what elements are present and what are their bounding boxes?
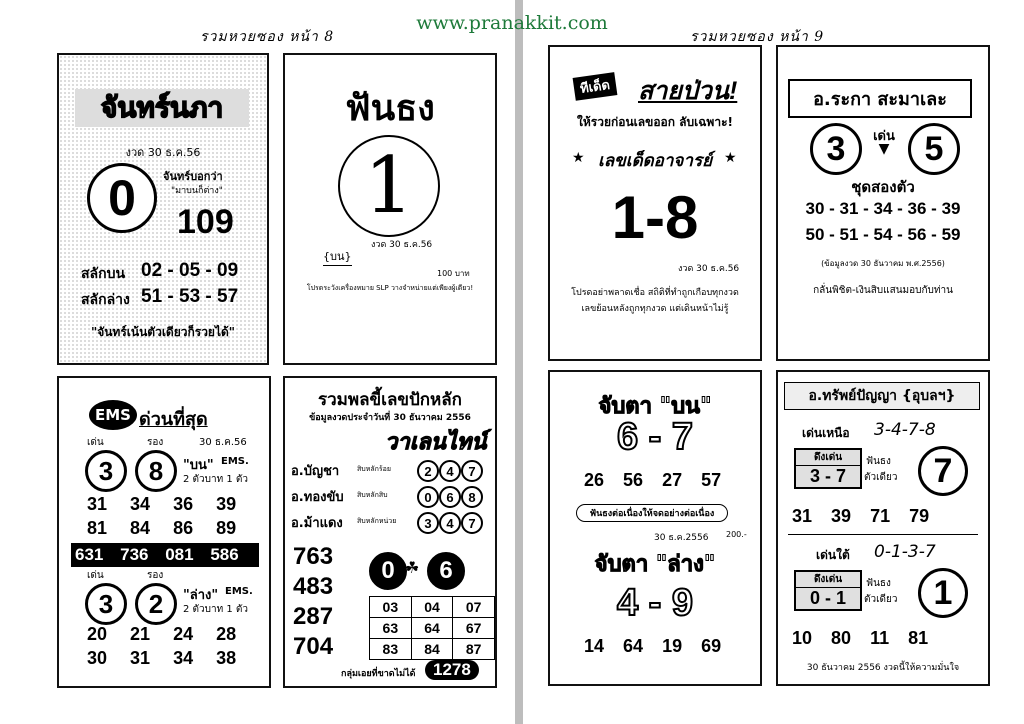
ems-badge: EMS bbox=[89, 400, 137, 430]
draw-date: งวด 30 ธ.ค.56 bbox=[125, 146, 201, 159]
star-left-icon: ★ bbox=[572, 150, 585, 166]
bon-label: "บน" bbox=[183, 458, 214, 473]
bot-digit-2: 2 bbox=[135, 583, 177, 625]
person-name: อ.ม้าแดง bbox=[291, 516, 343, 531]
top-row-1: 31 34 36 39 bbox=[87, 494, 237, 514]
main-number: 1-8 bbox=[611, 184, 699, 251]
panel-fanthong bbox=[283, 53, 497, 365]
footer-text: กลุ่มเอยที่ขาดไม่ได้ bbox=[341, 669, 416, 679]
brand: วาเลนไทน์ bbox=[385, 430, 487, 455]
box-label: ดึงเด่น bbox=[796, 450, 860, 466]
main-digit: 1 bbox=[338, 135, 440, 237]
divider bbox=[788, 534, 978, 535]
star-right-icon: ★ bbox=[724, 150, 737, 166]
price: 100 บาท bbox=[437, 269, 470, 278]
title-bottom: จับตา "ล่าง" bbox=[594, 552, 716, 577]
top-row-2: 81 84 86 89 bbox=[87, 518, 237, 538]
note-line2: "มาบนก็ต่าง" bbox=[171, 186, 223, 196]
lang-label: "ล่าง" bbox=[183, 588, 219, 603]
lab-rong: รอง bbox=[147, 437, 164, 448]
box-value: 0 - 1 bbox=[809, 588, 847, 608]
panel-jabta bbox=[548, 370, 762, 686]
fanthong-label: ฟันธง bbox=[866, 456, 891, 467]
draw-date: 30 ธ.ค.2556 bbox=[654, 533, 709, 543]
single-digit: 1 bbox=[918, 568, 968, 618]
three-digit: 483 bbox=[293, 573, 334, 600]
lab-den: เด่น bbox=[87, 437, 104, 448]
subtitle: ข้อมูลงวดประจำวันที่ 30 ธันวาคม 2556 bbox=[309, 413, 471, 423]
three-digit-list bbox=[293, 542, 333, 662]
pairs-row1: 30 - 31 - 34 - 36 - 39 bbox=[805, 199, 961, 218]
fanthong-label: ฟันธง bbox=[866, 578, 891, 589]
row2-label: สลักล่าง bbox=[81, 292, 130, 308]
panel-title: สายป่วน! bbox=[638, 77, 738, 105]
digit: 2 bbox=[417, 460, 439, 482]
big-bottom: 4 - 9 bbox=[616, 582, 694, 624]
price: 200.- bbox=[726, 530, 747, 539]
panel-chanpha bbox=[57, 53, 269, 365]
subtitle: ให้รวยก่อนเลขออก ลับเฉพาะ! bbox=[577, 115, 733, 129]
panel-footer: "จันทร์เน้นตัวเดียวก็รวยได้" bbox=[90, 325, 236, 339]
single-label: ตัวเดียว bbox=[864, 594, 898, 605]
banner: ฟันธงต่อเนื่องให้จดอย่างต่อเนื่อง bbox=[576, 504, 728, 522]
panel-valentine bbox=[283, 376, 497, 688]
panel-title: ด่วนที่สุด bbox=[139, 409, 208, 430]
big-digit-1: 0 bbox=[369, 552, 407, 590]
box-2 bbox=[794, 570, 862, 611]
den-north-value: 3-4-7-8 bbox=[874, 420, 936, 440]
pairs-row2: 50 - 51 - 54 - 56 - 59 bbox=[805, 225, 961, 244]
panel-raka bbox=[776, 45, 990, 361]
banner: เลขเด็ดอาจารย์ bbox=[597, 151, 713, 171]
number-table: 03 04 07 63 64 67 83 84 87 bbox=[369, 596, 495, 660]
box-label: ดึงเด่น bbox=[796, 572, 860, 588]
subtitle: ชุดสองตัว bbox=[851, 178, 915, 196]
black-bar: 631 736 081 586 bbox=[71, 543, 259, 567]
warning-note: โปรดระวังเครื่องหมาย SLP วางจำหน่ายแต่เพียงผู้เดียว! bbox=[306, 284, 474, 292]
bot-row-1: 20 21 24 28 bbox=[87, 624, 237, 644]
panel-title: จันทร์นภา bbox=[75, 89, 249, 127]
bot-digit-1: 3 bbox=[85, 583, 127, 625]
main-digit: 0 bbox=[87, 163, 157, 233]
note-line2: เลขย้อนหลังถูกทุกงวด แต่เดินหน้าไม่รู้ bbox=[581, 304, 729, 314]
note-line1: จันทร์บอกว่า bbox=[163, 170, 223, 183]
panel-title: รวมพลขี้เลขปักหลัก bbox=[318, 390, 462, 410]
draw-date: 30 ธ.ค.56 bbox=[199, 437, 247, 448]
bot-row-2: 30 31 34 38 bbox=[87, 648, 237, 668]
den-north-label: เด่นเหนือ bbox=[802, 426, 850, 440]
person-name: อ.บัญชา bbox=[291, 464, 340, 479]
single-digit: 7 bbox=[918, 446, 968, 496]
title-top: จับตา "บน" bbox=[598, 394, 712, 419]
note-line1: โปรดอย่าพลาดเชื่อ สถิติที่ทำถูกเกือบทุกงวด bbox=[571, 288, 739, 298]
lab-rong-2: รอง bbox=[147, 570, 164, 581]
top-digit-1: 3 bbox=[85, 450, 127, 492]
digit: 4 bbox=[439, 512, 461, 534]
digit: 7 bbox=[461, 460, 483, 482]
panel-title: อ.ระกา สะมาเละ bbox=[788, 79, 972, 118]
data-note: (ข้อมูลงวด 30 ธันวาคม พ.ศ.2556) bbox=[821, 259, 945, 268]
draw-date: งวด 30 ธ.ค.56 bbox=[678, 264, 740, 274]
row-bottom: 14 64 19 69 bbox=[584, 636, 722, 656]
three-digit: 109 bbox=[177, 203, 234, 241]
person-name: อ.ทองขับ bbox=[291, 490, 344, 505]
lab-den-2: เด่น bbox=[87, 570, 104, 581]
top-digit-2: 8 bbox=[135, 450, 177, 492]
page-gutter bbox=[515, 0, 523, 724]
panel-footer: 30 ธันวาคม 2556 งวดนี้ให้ความมั่นใจ bbox=[806, 663, 960, 673]
panel-ems bbox=[57, 376, 271, 688]
row2-numbers: 51 - 53 - 57 bbox=[141, 286, 239, 307]
box-1 bbox=[794, 448, 862, 489]
person-position: สิบหลักร้อย bbox=[357, 465, 391, 473]
person-position: สิบหลักหน่วย bbox=[357, 517, 397, 525]
den-south-label: เด่นใต้ bbox=[816, 548, 850, 562]
panel-sappanya bbox=[776, 370, 990, 686]
panel-title: ฟันธง bbox=[345, 87, 435, 129]
digit-right: 5 bbox=[908, 123, 960, 175]
three-digit: 704 bbox=[293, 633, 334, 660]
row-top: 26 56 27 57 bbox=[584, 470, 722, 490]
row-north: 31 39 71 79 bbox=[792, 506, 930, 526]
three-digit: 763 bbox=[293, 543, 334, 570]
row1-numbers: 02 - 05 - 09 bbox=[141, 260, 239, 281]
digit: 4 bbox=[439, 460, 461, 482]
person-position: สิบหลักสิบ bbox=[357, 491, 388, 499]
big-digit-2: 6 bbox=[427, 552, 465, 590]
panel-saipuan bbox=[548, 45, 762, 361]
big-top: 6 - 7 bbox=[616, 416, 694, 458]
bon-label: {บน} bbox=[323, 247, 352, 266]
three-digit: 287 bbox=[293, 603, 334, 630]
panel-title: อ.ทรัพย์ปัญญา {อุบลฯ} bbox=[784, 382, 980, 410]
left-running-head: รวมหวยซอง หน้า 8 bbox=[200, 29, 335, 45]
digit: 7 bbox=[461, 512, 483, 534]
bon-ems: EMS. bbox=[221, 456, 249, 467]
draw-date: งวด 30 ธ.ค.56 bbox=[371, 240, 433, 250]
right-running-head: รวมหวยซอง หน้า 9 bbox=[690, 29, 825, 45]
lucky-icon: ☘ bbox=[405, 558, 420, 577]
site-url[interactable]: www.pranakkit.com bbox=[416, 12, 608, 34]
single-label: ตัวเดียว bbox=[864, 472, 898, 483]
digit: 8 bbox=[461, 486, 483, 508]
digit: 3 bbox=[417, 512, 439, 534]
row1-label: สลักบน bbox=[81, 266, 126, 282]
row-south: 10 80 11 81 bbox=[792, 628, 929, 648]
lang-ems: EMS. bbox=[225, 586, 253, 597]
den-label: เด่น bbox=[873, 129, 895, 144]
sub1: 2 ตัวบาท 1 ตัว bbox=[183, 474, 249, 485]
sub2: 2 ตัวบาท 1 ตัว bbox=[183, 604, 249, 615]
box-value: 3 - 7 bbox=[809, 466, 847, 486]
arrow-down-icon: ▼ bbox=[878, 141, 890, 157]
footer-number: 1278 bbox=[425, 660, 479, 680]
digit-left: 3 bbox=[810, 123, 862, 175]
badge: ทีเด็ด bbox=[573, 72, 618, 101]
den-south-value: 0-1-3-7 bbox=[874, 542, 936, 562]
digit: 0 bbox=[417, 486, 439, 508]
panel-footer: กลั่นพิชิต-เงินสิบแสนมอบกับท่าน bbox=[813, 285, 953, 296]
digit: 6 bbox=[439, 486, 461, 508]
